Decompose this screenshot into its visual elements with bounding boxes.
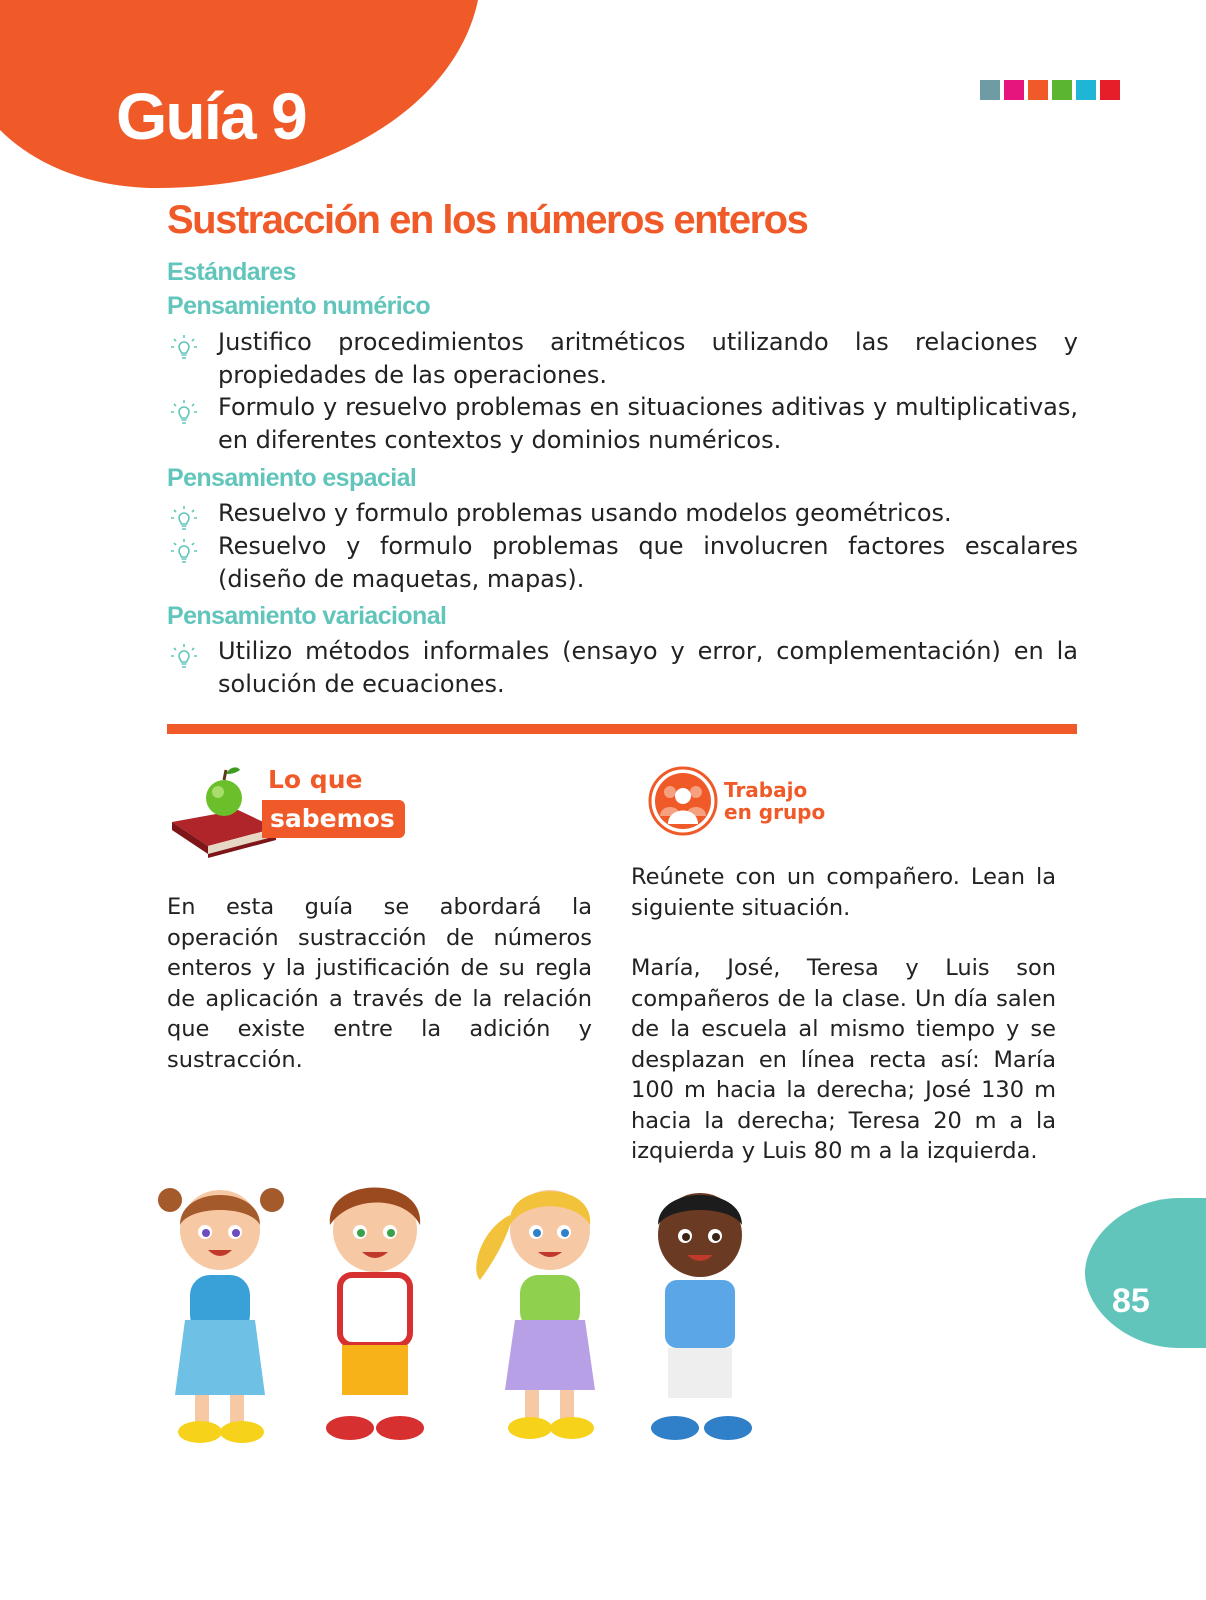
page-number-tab	[1085, 1198, 1206, 1348]
group-heading-numerico: Pensamiento numérico	[167, 292, 431, 320]
color-square	[1100, 80, 1120, 100]
section-divider	[167, 724, 1077, 734]
standard-item: Formulo y resuelvo problemas en situaciones aditivas y multiplicativas, en diferentes contextos y dominios numéricos.	[218, 393, 1078, 454]
color-squares	[980, 80, 1120, 100]
child-figure	[158, 1188, 284, 1443]
standards-heading: Estándares	[167, 258, 296, 286]
color-square	[1004, 80, 1024, 100]
child-figure	[651, 1193, 752, 1440]
standard-item: Resuelvo y formulo problemas usando modelos geométricos.	[218, 499, 952, 527]
trabajo-en-grupo-label: Trabajo	[724, 778, 808, 802]
lightbulb-icon	[170, 538, 198, 566]
group-heading-variacional: Pensamiento variacional	[167, 602, 447, 630]
trabajo-en-grupo-label: en grupo	[724, 800, 826, 824]
standard-item: Resuelvo y formulo problemas que involucren factores escalares (diseño de maquetas, mapas).	[218, 532, 1078, 593]
lightbulb-icon	[170, 399, 198, 427]
color-square	[980, 80, 1000, 100]
trabajo-en-grupo-situation: María, José, Teresa y Luis son compañeros de la clase. Un día salen de la escuela al mismo tiempo y se desplazan en línea recta así: María 100 m hacia la derecha; José 130 m hacia la derecha; Teresa 20 m a la izquierda y Luis 80 m a la izquierda.	[631, 955, 1056, 1164]
lo-que-sabemos-label: sabemos	[262, 800, 405, 838]
color-square	[1028, 80, 1048, 100]
lightbulb-icon	[170, 643, 198, 671]
group-heading-espacial: Pensamiento espacial	[167, 464, 417, 492]
trabajo-en-grupo-intro: Reúnete con un compañero. Lean la siguiente situación.	[631, 864, 1056, 921]
lightbulb-icon	[170, 505, 198, 533]
lo-que-sabemos-text: En esta guía se abordará la operación sustracción de números enteros y la justificación de su regla de aplicación a través de la relación que existe entre la adición y sustracción.	[167, 894, 592, 1073]
standard-item: Utilizo métodos informales (ensayo y error, complementación) en la solución de ecuaciones.	[218, 637, 1078, 698]
group-work-icon	[648, 766, 718, 836]
lo-que-sabemos-label: Lo que	[268, 765, 363, 794]
guide-label: Guía 9	[116, 79, 306, 153]
child-figure	[476, 1190, 595, 1439]
child-figure	[326, 1188, 424, 1441]
color-square	[1076, 80, 1096, 100]
lightbulb-icon	[170, 334, 198, 362]
color-square	[1052, 80, 1072, 100]
page-number: 85	[1112, 1282, 1150, 1320]
children-illustration	[150, 1170, 810, 1460]
page-title: Sustracción en los números enteros	[167, 198, 808, 242]
standard-item: Justifico procedimientos aritméticos utilizando las relaciones y propiedades de las operaciones.	[218, 328, 1078, 389]
